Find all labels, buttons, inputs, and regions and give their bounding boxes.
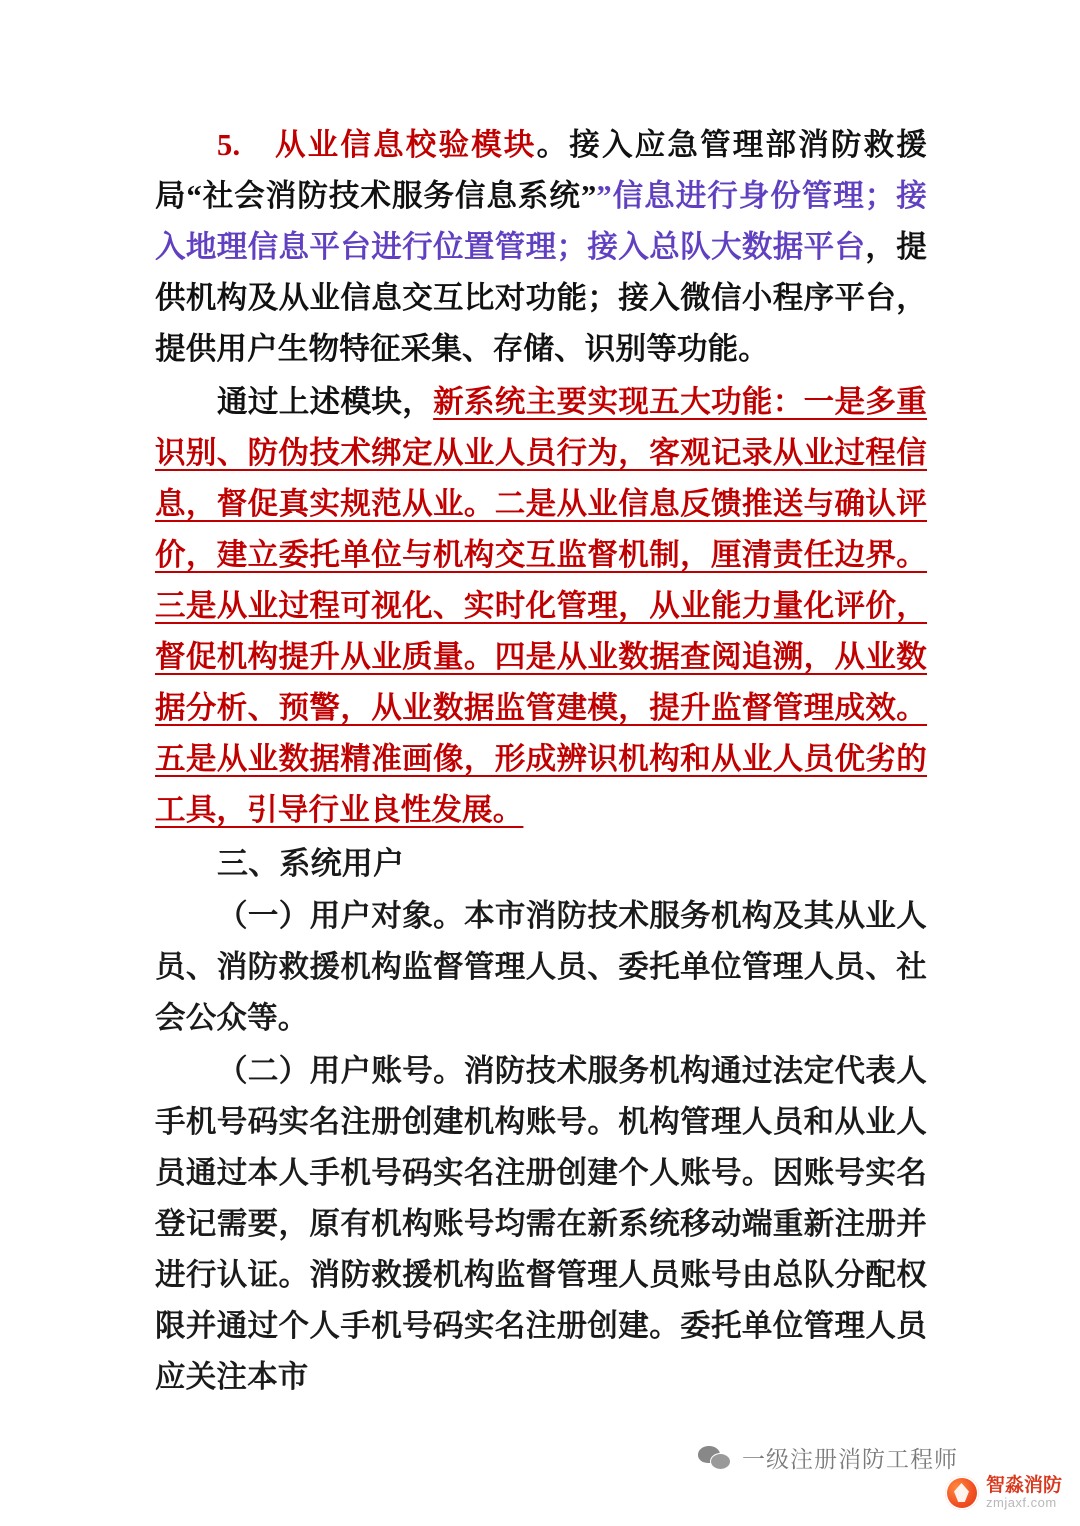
wechat-icon (698, 1444, 732, 1472)
five-functions-lead: 通过上述模块， (217, 385, 434, 419)
wechat-watermark (698, 1441, 958, 1474)
flame-logo-icon (945, 1476, 979, 1510)
brand-logo (945, 1476, 1062, 1510)
module-text-highlight: ”信息进行身份管理；接入地理信息平台进行位置管理；接入总队大数据平台 (155, 179, 928, 264)
paragraph-user-object (155, 891, 927, 1044)
wechat-label: 一级注册消防工程师 (742, 1446, 958, 1472)
brand-url: zmjaxf.com (985, 1495, 1057, 1511)
document-body (155, 120, 927, 1405)
section-heading-3 (155, 838, 927, 889)
user-account-text: （二）用户账号。消防技术服务机构通过法定代表人手机号码实名注册创建机构账号。机构管理人员和从业人员通过本人手机号码实名注册创建个人账号。因账号实名登记需要，原有机构账号均需在新系统移动端重新注册并进行认证。消防救援机构监督管理人员账号由总队分配权限并通过个人手机号码实名注册创建。委托单位管理人员应关注本市 (155, 1054, 927, 1394)
list-number: 5. (217, 128, 241, 162)
five-functions-underlined: 新系统主要实现五大功能：一是多重识别、防伪技术绑定从业人员行为，客观记录从业过程信息，督促真实规范从业。二是从业信息反馈推送与确认评价，建立委托单位与机构交互监督机制，厘清责任边界。三是从业过程可视化、实时化管理，从业能力量化评价，督促机构提升从业质量。四是从业数据查阅追溯，从业数据分析、预警，从业数据监管建模，提升监督管理成效。五是从业数据精准画像，形成辨识机构和从业人员优劣的工具，引导行业良性发展。 (155, 385, 927, 827)
paragraph-five-functions (155, 377, 927, 836)
brand-name: 智淼消防 (985, 1475, 1062, 1497)
brand-text (986, 1476, 1062, 1510)
user-object-text: （一）用户对象。本市消防技术服务机构及其从业人员、消防救援机构监督管理人员、委托单位管理人员、社会公众等。 (155, 899, 927, 1035)
paragraph-user-account (155, 1046, 927, 1403)
paragraph-module-5 (155, 120, 927, 375)
module-text-part1: 。接入应急管理部消防救援局“社会消防技术服务信息系统” (155, 128, 927, 213)
module-text-part2: ，提供机构及从业信息交互比对功能；接入微信小程序平台，提供用户生物特征采集、存储、识别等功能。 (155, 230, 927, 366)
section-heading-3-text: 三、系统用户 (217, 846, 405, 881)
page-footer (0, 1406, 1080, 1526)
module-title: 从业信息校验模块 (240, 128, 537, 162)
